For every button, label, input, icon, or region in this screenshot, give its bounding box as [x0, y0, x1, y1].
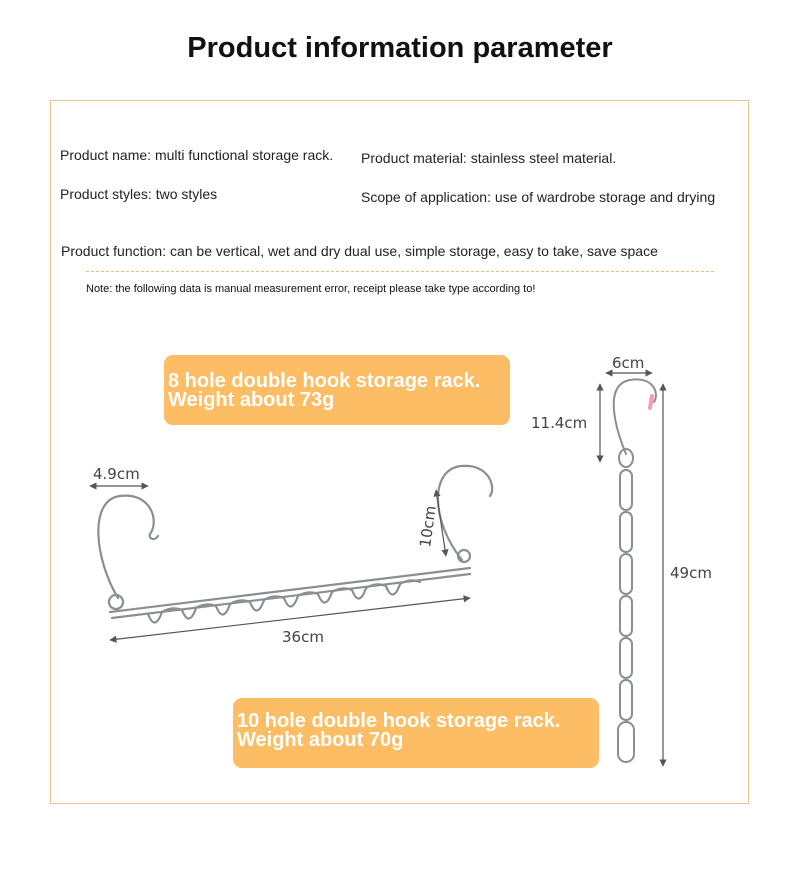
dim-label-top-hook-width: 6cm: [612, 354, 645, 372]
badge-10-hole-weight: Weight about 70g: [237, 729, 404, 751]
dim-label-hook-height: 10cm: [416, 504, 440, 549]
spec-product-material: Product material: stainless steel material.: [361, 150, 617, 166]
dim-label-hook-width: 4.9cm: [93, 465, 140, 483]
vertical-chain-illustration: [614, 379, 656, 762]
spec-product-styles: Product styles: two styles: [60, 186, 218, 202]
badge-10-hole-title: 10 hole double hook storage rack.: [237, 710, 561, 732]
spec-scope-of-application: Scope of application: use of wardrobe storage and drying: [361, 189, 716, 205]
badge-8-hole-weight: Weight about 73g: [168, 389, 335, 411]
dim-label-top-hook-height: 11.4cm: [531, 414, 588, 432]
spec-product-name: Product name: multi functional storage rack.: [60, 147, 334, 163]
page-title: Product information parameter: [187, 32, 613, 64]
dim-label-chain-length: 49cm: [670, 564, 712, 582]
measurement-note: Note: the following data is manual measurement error, receipt please take type according to!: [86, 283, 536, 295]
dim-label-rack-length: 36cm: [282, 628, 324, 646]
badge-8-hole-title: 8 hole double hook storage rack.: [168, 370, 481, 392]
spec-product-function: Product function: can be vertical, wet and dry dual use, simple storage, easy to take, save space: [61, 243, 658, 259]
